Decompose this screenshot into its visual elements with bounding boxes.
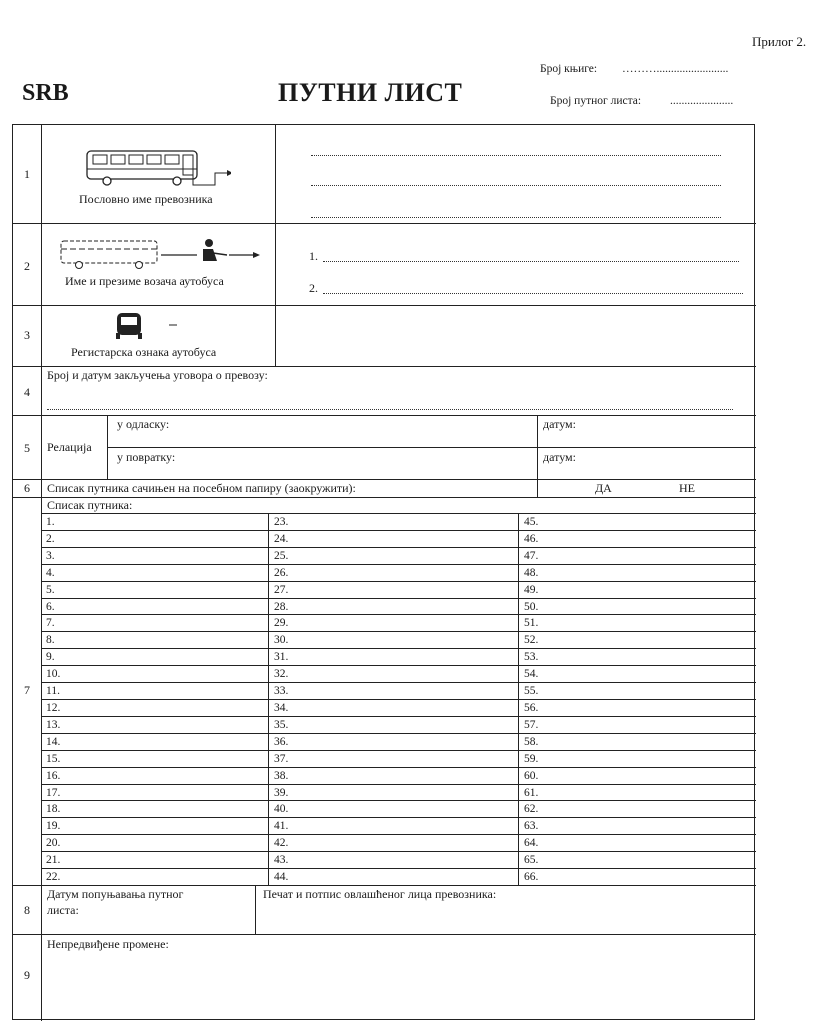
passenger-entry-field[interactable]: 34. [268, 700, 518, 717]
row-divider [13, 415, 756, 416]
passenger-entry-field[interactable]: 63. [518, 818, 756, 835]
passenger-entry-field[interactable]: 19. [46, 820, 61, 833]
passenger-entry-field[interactable]: 38. [268, 768, 518, 785]
bus-with-door-arrow-icon [81, 145, 231, 191]
passenger-row [41, 716, 756, 733]
passenger-row [41, 784, 756, 801]
return-field[interactable]: у повратку: [117, 450, 176, 464]
passenger-entry-field[interactable]: 20. [46, 837, 61, 850]
passenger-entry-field[interactable]: 25. [268, 548, 518, 565]
fill-date-label-line-2: листа: [47, 903, 79, 917]
passenger-entry-field[interactable]: 52. [518, 632, 756, 649]
passenger-entry-field[interactable]: 28. [268, 599, 518, 616]
document-title: ПУТНИ ЛИСТ [278, 78, 463, 107]
passenger-row [41, 868, 756, 885]
country-code: SRB [22, 80, 69, 106]
passenger-row [41, 648, 756, 665]
passenger-entry-field[interactable]: 21. [46, 854, 61, 867]
passenger-entry-field[interactable]: 9. [46, 651, 55, 664]
passenger-entry-field[interactable]: 60. [518, 768, 756, 785]
carrier-name-label: Пословно име превозника [79, 192, 213, 206]
contract-label: Број и датум закључења уговора о превозу: [47, 368, 268, 382]
passenger-entry-field[interactable]: 1. [46, 516, 55, 528]
row-number-3: 3 [24, 328, 30, 342]
row-number-8: 8 [24, 903, 30, 917]
passenger-row [41, 665, 756, 682]
passenger-list-label: Списак путника: [47, 498, 133, 512]
passenger-entry-field[interactable]: 49. [518, 582, 756, 599]
passenger-row [41, 834, 756, 851]
passenger-entry-field[interactable]: 44. [268, 869, 518, 886]
passenger-entry-field[interactable]: 29. [268, 615, 518, 632]
row-number-2: 2 [24, 259, 30, 273]
sheet-number-field[interactable]: ...................... [670, 95, 734, 107]
passenger-row [41, 564, 756, 581]
row-divider [13, 305, 756, 306]
passenger-entry-field[interactable]: 13. [46, 718, 61, 731]
row-divider [13, 479, 756, 480]
book-number-label: Број књиге: [540, 63, 598, 75]
outbound-field[interactable]: у одласку: [117, 417, 170, 431]
passenger-entry-field[interactable]: 31. [268, 649, 518, 666]
travel-sheet-form [12, 124, 755, 1020]
passenger-entry-field[interactable]: 53. [518, 649, 756, 666]
passenger-entry-field[interactable]: 54. [518, 666, 756, 683]
passenger-entry-field[interactable]: 43. [268, 852, 518, 869]
passenger-entry-field[interactable]: 41. [268, 818, 518, 835]
passenger-entry-field[interactable]: 17. [46, 786, 61, 799]
route-label: Релација [47, 440, 92, 454]
row-divider [107, 447, 756, 448]
passenger-entry-field[interactable]: 11. [46, 685, 60, 698]
passenger-entry-field[interactable]: 27. [268, 582, 518, 599]
passenger-row [41, 547, 756, 564]
passenger-entry-field[interactable]: 23. [268, 514, 518, 531]
passenger-entry-field[interactable]: 55. [518, 683, 756, 700]
passenger-row [41, 817, 756, 834]
passenger-row [41, 800, 756, 817]
bus-with-driver-icon [57, 235, 267, 275]
passenger-row [41, 750, 756, 767]
row-number-6: 6 [24, 481, 30, 495]
passenger-entry-field[interactable]: 36. [268, 734, 518, 751]
fill-date-label-line-1: Датум попуњавања путног [47, 887, 184, 901]
passenger-entry-field[interactable]: 18. [46, 803, 61, 816]
passenger-entry-field[interactable]: 37. [268, 751, 518, 768]
passenger-entry-field[interactable]: 42. [268, 835, 518, 852]
separate-list-label: Списак путника сачињен на посебном папиру (заокружити): [47, 481, 356, 495]
book-number-field[interactable]: ………......................... [622, 63, 729, 75]
seal-signature-label: Печат и потпис овлашћеног лица превозника: [263, 887, 497, 901]
passenger-entry-field[interactable]: 30. [268, 632, 518, 649]
row-number-7: 7 [24, 683, 30, 697]
passenger-row [41, 682, 756, 699]
passenger-entry-field[interactable]: 35. [268, 717, 518, 734]
passenger-list-grid [41, 513, 756, 885]
passenger-row [41, 851, 756, 868]
passenger-row [41, 581, 756, 598]
passenger-entry-field[interactable]: 22. [46, 871, 61, 884]
passenger-entry-field[interactable]: 61. [518, 785, 756, 802]
driver-2-index: 2. [309, 281, 318, 295]
passenger-entry-field[interactable]: 50. [518, 599, 756, 616]
passenger-entry-field[interactable]: 59. [518, 751, 756, 768]
passenger-entry-field[interactable]: 2. [46, 532, 55, 545]
passenger-entry-field[interactable]: 47. [518, 548, 756, 565]
annex-label: Прилог 2. [752, 34, 807, 49]
passenger-entry-field[interactable]: 4. [46, 566, 55, 579]
column-divider [275, 125, 276, 366]
passenger-entry-field[interactable]: 12. [46, 702, 61, 714]
row-divider [13, 223, 756, 224]
passenger-entry-field[interactable]: 24. [268, 531, 518, 548]
driver-1-field[interactable] [323, 261, 739, 262]
carrier-name-line-1[interactable] [311, 155, 721, 156]
yes-option[interactable]: ДА [595, 481, 612, 495]
row-divider [13, 366, 756, 367]
passenger-entry-field[interactable]: 33. [268, 683, 518, 700]
column-divider [537, 479, 538, 497]
passenger-entry-field[interactable]: 39. [268, 785, 518, 802]
column-divider [255, 885, 256, 934]
passenger-row [41, 631, 756, 648]
passenger-row [41, 598, 756, 615]
passenger-entry-field[interactable]: 64. [518, 835, 756, 852]
passenger-row [41, 733, 756, 750]
no-option[interactable]: НЕ [679, 481, 695, 495]
passenger-entry-field[interactable]: 66. [518, 869, 756, 886]
passenger-entry-field[interactable]: 5. [46, 583, 55, 596]
passenger-entry-field[interactable]: 14. [46, 735, 61, 748]
passenger-entry-field[interactable]: 32. [268, 666, 518, 683]
sheet-number-label: Број путног листа: [550, 95, 642, 107]
passenger-entry-field[interactable]: 65. [518, 852, 756, 869]
carrier-name-line-2[interactable] [311, 185, 721, 186]
row-divider [13, 934, 756, 935]
passenger-entry-field[interactable]: 26. [268, 565, 518, 582]
outbound-date-field[interactable]: датум: [543, 417, 576, 431]
row-number-1: 1 [24, 167, 30, 181]
passenger-entry-field[interactable]: 6. [46, 600, 55, 613]
registration-label: Регистарска ознака аутобуса [71, 345, 217, 359]
passenger-row [41, 614, 756, 631]
driver-1-index: 1. [309, 249, 318, 263]
return-date-field[interactable]: датум: [543, 450, 576, 464]
contract-field[interactable] [47, 409, 733, 410]
passenger-entry-field[interactable]: 51. [518, 615, 756, 632]
passenger-entry-field[interactable]: 16. [46, 769, 61, 782]
unforeseen-changes-label: Непредвиђене промене: [47, 937, 169, 951]
passenger-entry-field[interactable]: 45. [518, 514, 756, 531]
carrier-name-line-3[interactable] [311, 217, 721, 218]
passenger-entry-field[interactable]: 8. [46, 634, 55, 647]
driver-2-field[interactable] [323, 293, 743, 294]
bus-front-icon [113, 311, 183, 341]
passenger-row [41, 530, 756, 547]
passenger-entry-field[interactable]: 10. [46, 668, 61, 681]
passenger-row [41, 699, 756, 716]
driver-name-label: Име и презиме возача аутобуса [65, 274, 224, 288]
passenger-entry-field[interactable]: 62. [518, 801, 756, 818]
passenger-entry-field[interactable]: 56. [518, 700, 756, 717]
passenger-entry-field[interactable]: 40. [268, 801, 518, 818]
row-number-9: 9 [24, 968, 30, 982]
passenger-entry-field[interactable]: 15. [46, 752, 61, 765]
passenger-entry-field[interactable]: 48. [518, 565, 756, 582]
passenger-row [41, 513, 756, 530]
passenger-entry-field[interactable]: 58. [518, 734, 756, 751]
row-number-4: 4 [24, 385, 30, 399]
passenger-entry-field[interactable]: 57. [518, 717, 756, 734]
row-number-5: 5 [24, 441, 30, 455]
passenger-entry-field[interactable]: 3. [46, 549, 55, 562]
passenger-row [41, 767, 756, 784]
passenger-entry-field[interactable]: 7. [46, 617, 55, 630]
passenger-entry-field[interactable]: 46. [518, 531, 756, 548]
